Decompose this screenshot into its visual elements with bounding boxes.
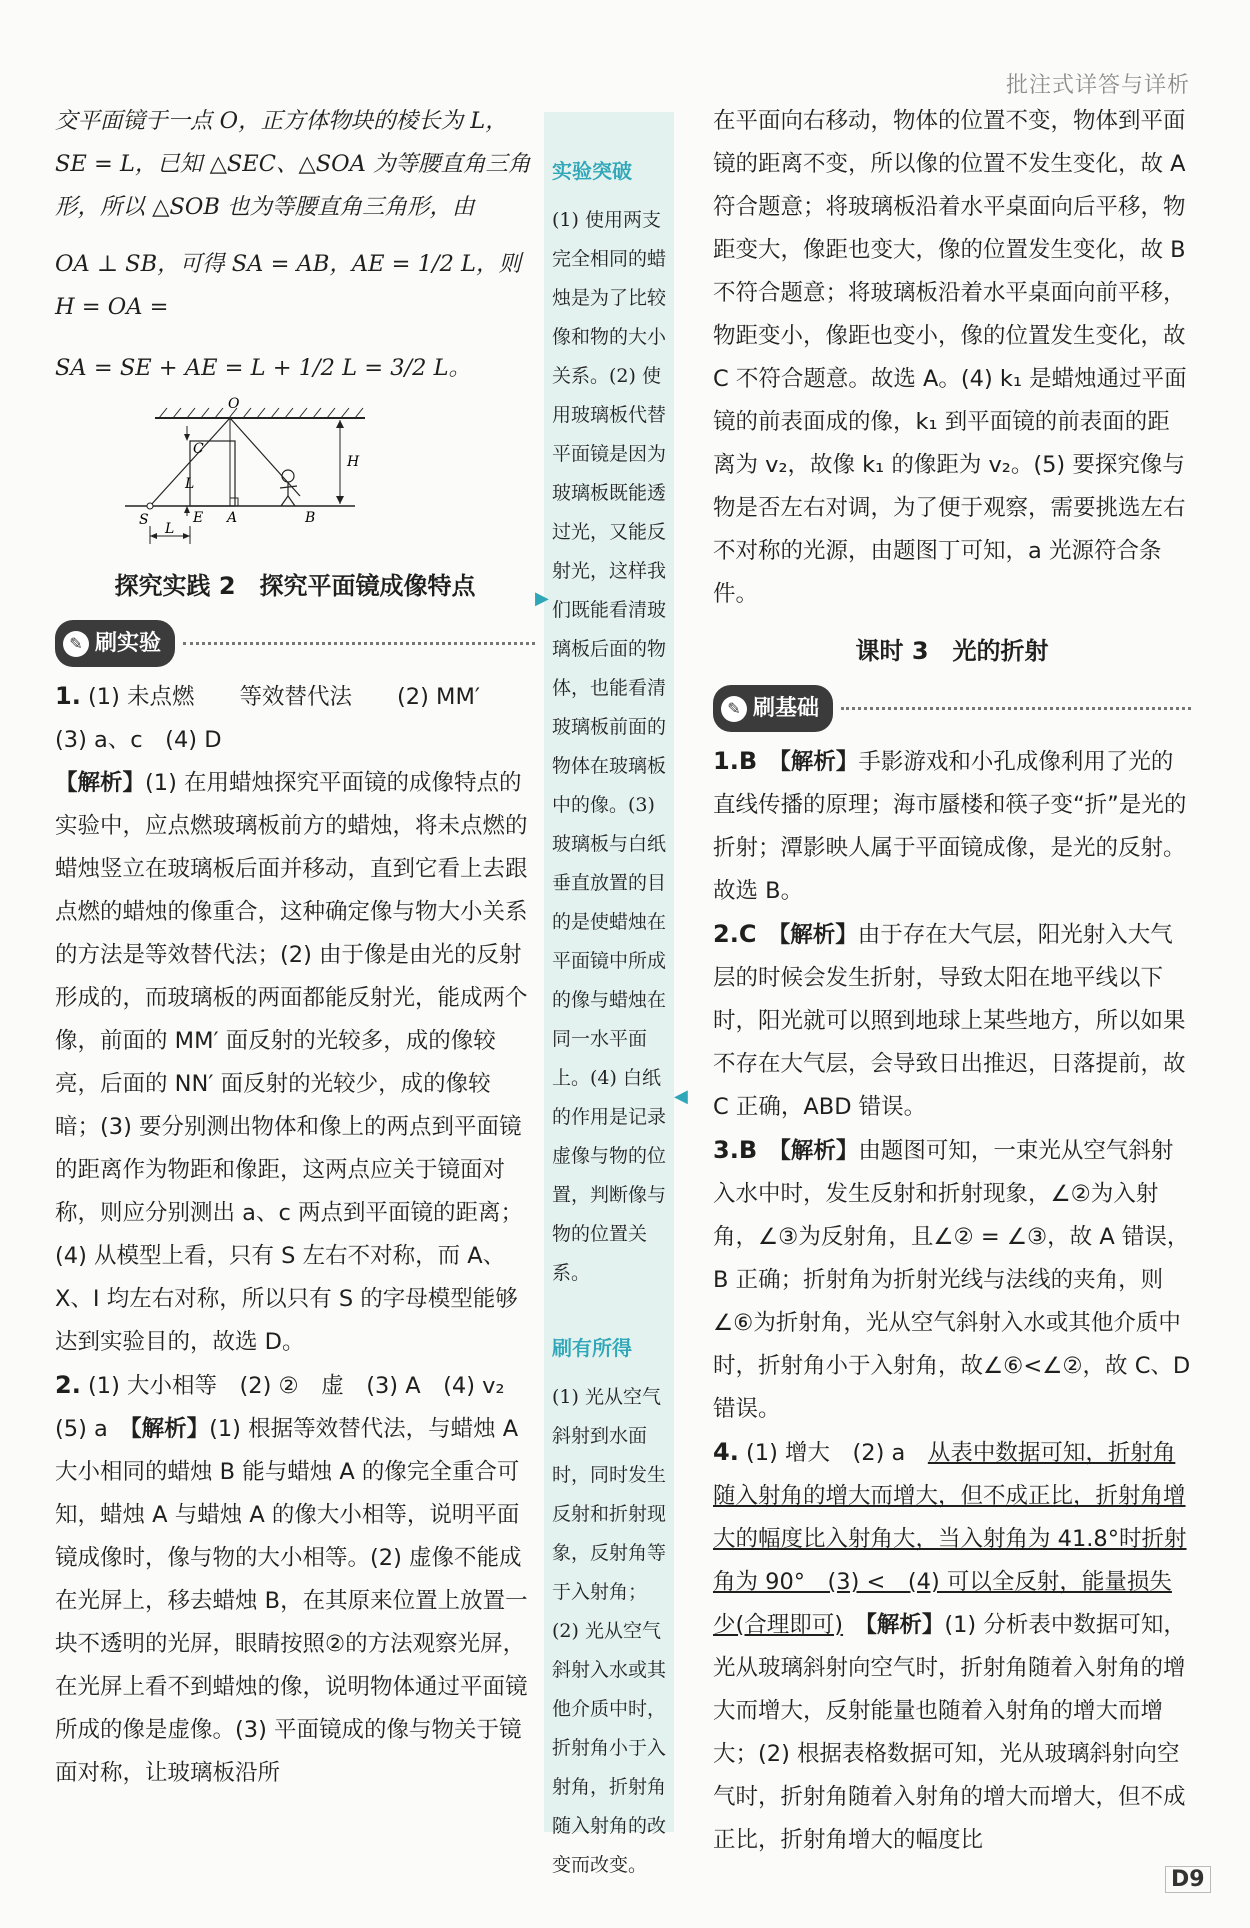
label-O: O [228, 396, 240, 412]
label-E: E [193, 510, 204, 526]
pointer-arrow-icon: ▶ [535, 588, 549, 609]
side-text-2: (1) 光从空气斜射到水面时，同时发生反射和折射现象，反射角等于入射角；(2) 光从空气斜射入水或其他介质中时，折射角小于入射角，折射角随入射角的改变而改变。 [552, 1386, 667, 1876]
right-column [713, 100, 1191, 1862]
label-A: A [227, 510, 238, 526]
label-H: H [347, 454, 360, 470]
r-q3: 3.B 【解析】由题图可知，一束光从空气斜射入水中时，发生反射和折射现象，∠②为入射角，∠③为反射角，且∠② = ∠③，故 A 错误，B 正确；折射角为折射光线与法线的夹角，则∠⑥为折射角，光从空气斜射入水或其他介质中时，折射角小于入射角，故∠⑥<∠②，故 C、D 错误。 [713, 1136, 1191, 1422]
r-q1: 1.B 【解析】手影游戏和小孔成像利用了光的直线传播的原理；海市蜃楼和筷子变“折”是光的折射；潭影映人属于平面镜成像，是光的反射。故选 B。 [713, 747, 1187, 904]
intro-line-3: 形，所以 △SOB 也为等腰直角三角形，由 [55, 194, 475, 220]
side-text-1: (1) 使用两支完全相同的蜡烛是为了比较像和物的大小关系。(2) 使用玻璃板代替平面镜是因为玻璃板既能透过光，又能反射光，这样我们既能看清玻璃板后面的物体，也能看清玻璃板前面的物体在玻璃板中的像。(3) 玻璃板与白纸垂直放置的目的是使蜡烛在平面镜中所成的像与蜡烛在同一水平面上。(4) 白纸的作用是记录虚像与物的位置，判断像与物的位置关系。 [552, 209, 667, 1284]
pointer-arrow-icon: ◀ [674, 1086, 688, 1107]
section-title: 探究实践 2 探究平面镜成像特点 [114, 572, 476, 600]
label-L2: L [165, 521, 175, 537]
label-S: S [139, 512, 149, 528]
brush-icon: ✎ [721, 696, 747, 722]
intro-line-5: SA = SE + AE = L + 1/2 L = 3/2 L。 [55, 355, 472, 381]
intro-line-4: OA ⊥ SB，可得 SA = AB，AE = 1/2 L，则 H = OA = [55, 251, 521, 320]
tag-experiment [55, 620, 535, 667]
side-heading-2: 刷有所得 [552, 1336, 632, 1360]
mirror-geometry-diagram [125, 396, 385, 551]
q1-answer-line-1: 1. (1) 未点燃 等效替代法 (2) MM′ [55, 682, 480, 710]
side-notes [544, 112, 674, 1876]
left-column [55, 100, 535, 1795]
lesson-title: 课时 3 光的折射 [855, 637, 1049, 665]
intro-line-2: SE = L，已知 △SEC、△SOA 为等腰直角三角 [55, 151, 531, 177]
label-C: C [193, 441, 204, 457]
side-heading-1: 实验突破 [552, 159, 632, 183]
tag-label: 刷基础 [753, 696, 820, 721]
tag-label: 刷实验 [95, 631, 162, 656]
intro-line-1: 交平面镜于一点 O，正方体物块的棱长为 L， [55, 108, 508, 134]
label-L: L [185, 476, 195, 492]
q2-answer-line-1: 2. (1) 大小相等 (2) ② 虚 (3) A (4) v₂ [55, 1371, 505, 1399]
label-B: B [305, 510, 316, 526]
right-top-text: 在平面向右移动，物体的位置不变，物体到平面镜的距离不变，所以像的位置不发生变化，故 A 符合题意；将玻璃板沿着水平桌面向后平移，物距变大，像距也变大，像的位置发生变化，故 B 不符合题意；将玻璃板沿着水平桌面向前平移，物距变小，像距也变小，像的位置发生变化，故 C 不符合题意。故选 A。(4) k₁ 是蜡烛通过平面镜的前表面成的像，k₁ 到平面镜的前表面的距离为 v₂，故像 k₁ 的像距为 v₂。(5) 要探究像与物是否左右对调，为了便于观察，需要挑选左右不对称的光源，由题图丁可知，a 光源符合条件。 [713, 108, 1187, 607]
page-number: D9 [1165, 1866, 1211, 1893]
q2-explanation: (5) a 【解析】(1) 根据等效替代法，与蜡烛 A 大小相同的蜡烛 B 能与蜡烛 A 的像完全重合可知，蜡烛 A 与蜡烛 A 的像大小相等，说明平面镜成像时，像与物的大小相等。(2) 虚像不能成在光屏上，移去蜡烛 B，在其原来位置上放置一块不透明的光屏，眼睛按照②的方法观察光屏，在光屏上看不到蜡烛的像，说明物体通过平面镜所成的像是虚像。(3) 平面镜成的像与物关于镜面对称，让玻璃板沿所 [55, 1416, 528, 1786]
header-title: 批注式详答与详析 [1005, 73, 1190, 98]
q1-explanation: 【解析】(1) 在用蜡烛探究平面镜的成像特点的实验中，应点燃玻璃板前方的蜡烛，将未点燃的蜡烛竖立在玻璃板后面并移动，直到它看上去跟点燃的蜡烛的像重合，这种确定像与物大小关系的方法是等效替代法；(2) 由于像是由光的反射形成的，而玻璃板的两面都能反射光，能成两个像，前面的 MM′ 面反射的光较多，成的像较亮，后面的 NN′ 面反射的光较少，成的像较暗；(3) 要分别测出物体和像上的两点到平面镜的距离作为物距和像距，这两点应关于镜面对称，则应分别测出 a、c 两点到平面镜的距离；(4) 从模型上看，只有 S 左右不对称，而 A、X、I 均左右对称，所以只有 S 的字母模型能够达到实验目的，故选 D。 [55, 770, 528, 1355]
tag-basics [713, 685, 1191, 732]
q1-answer-line-2: (3) a、c (4) D [55, 727, 222, 753]
r-q2: 2.C 【解析】由于存在大气层，阳光射入大气层的时候会发生折射，导致太阳在地平线以下时，阳光就可以照到地球上某些地方，所以如果不存在大气层，会导致日出推迟，日落提前，故 C 正确，ABD 错误。 [713, 920, 1186, 1120]
r-q4: 4. (1) 增大 (2) a 从表中数据可知，折射角随入射角的增大而增大，但不成正比，折射角增大的幅度比入射角大，当入射角为 41.8°时折射角为 90° (3) < (4) 可以全反射，能量损失少(合理即可) 【解析】(1) 分析表中数据可知，光从玻璃斜射向空气时，折射角随着入射角的增大而增大，反射能量也随着入射角的增大而增大；(2) 根据表格数据可知，光从玻璃斜射向空气时，折射角随着入射角的增大而增大，但不成正比，折射角增大的幅度比 [713, 1438, 1187, 1853]
brush-icon: ✎ [63, 631, 89, 657]
